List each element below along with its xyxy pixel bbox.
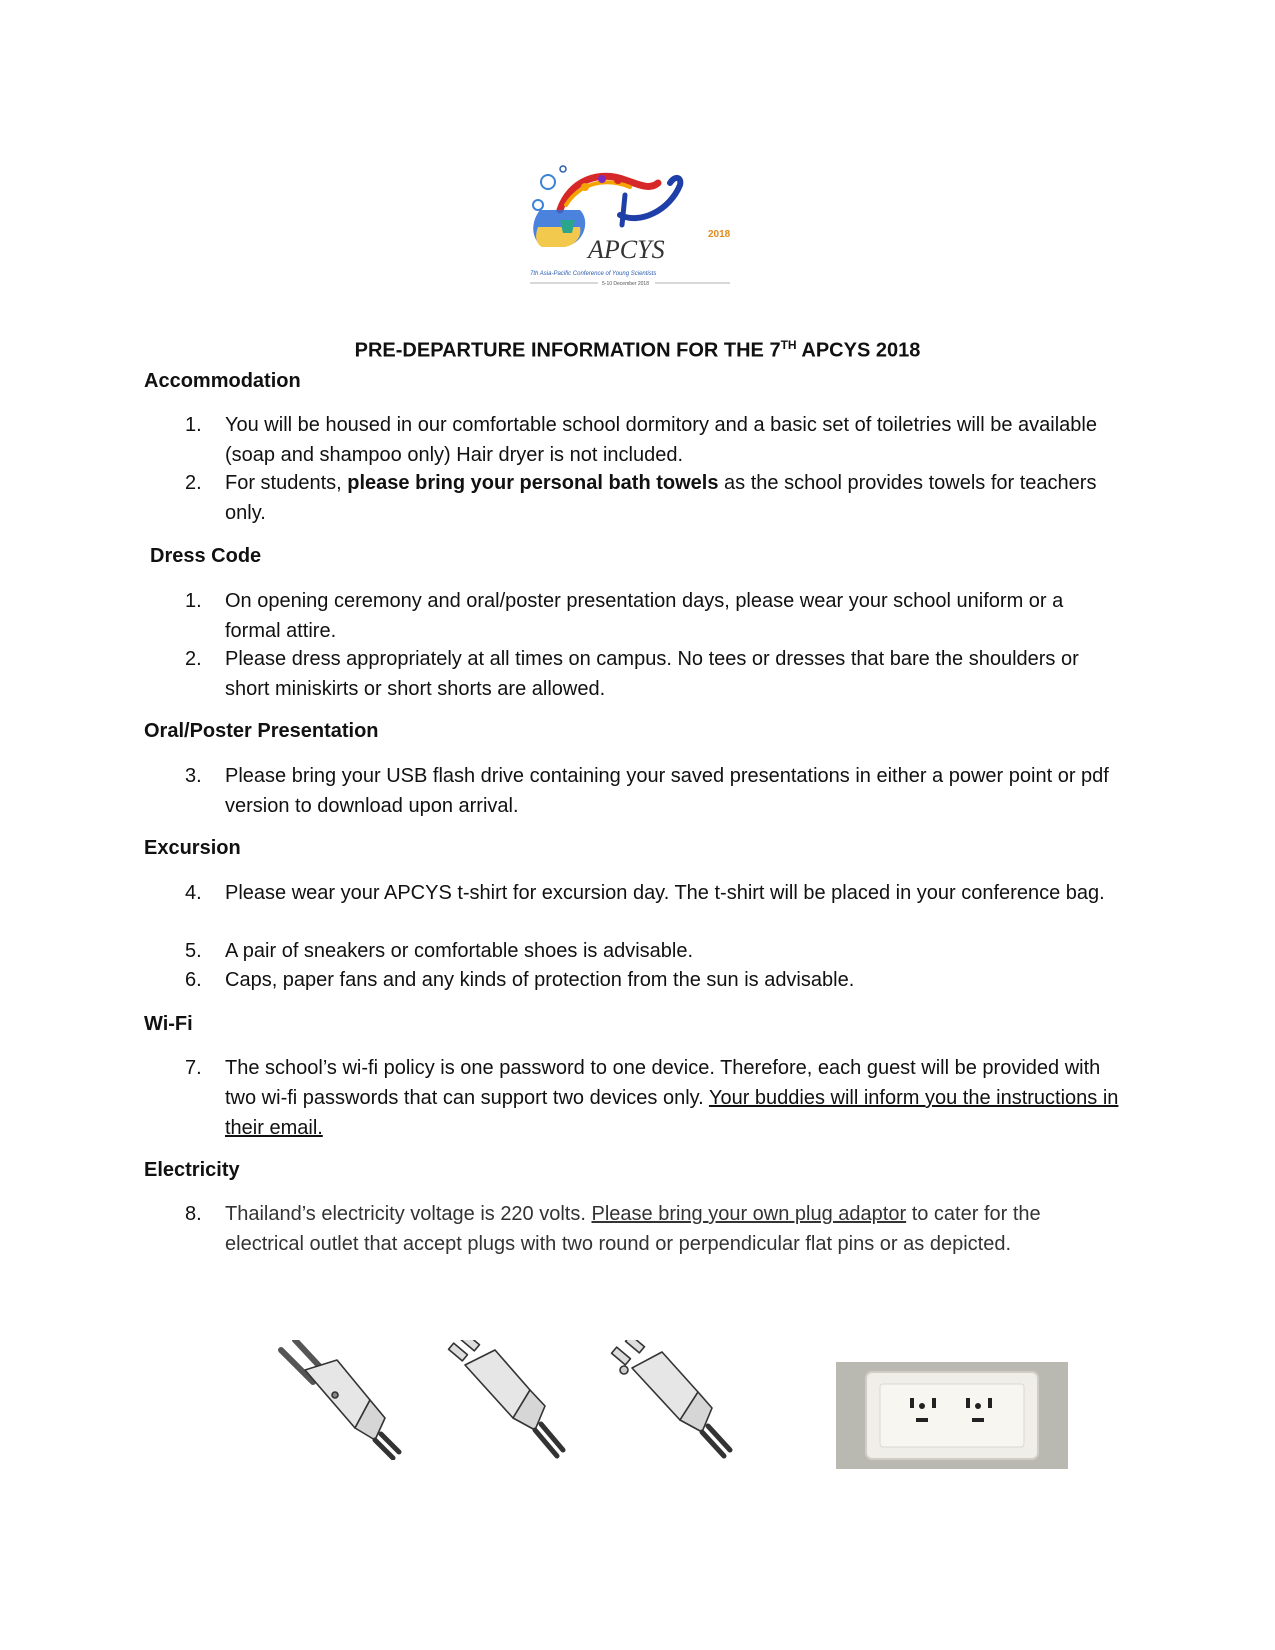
- item-number: 1.: [185, 590, 202, 612]
- item-text: You will be housed in our comfortable school dormitory and a basic set of toiletries will be available (soap and shampoo only) Hair dryer is not included.: [225, 414, 1097, 466]
- logo-year: 2018: [708, 229, 730, 240]
- item-number: 7.: [185, 1057, 202, 1079]
- apcys-logo: [530, 165, 730, 300]
- item-number: 6.: [185, 969, 202, 991]
- item-number: 4.: [185, 882, 202, 904]
- item-text-pre: For students,: [225, 472, 348, 494]
- page-title: [0, 338, 1275, 363]
- heading-excursion: Excursion: [144, 837, 241, 859]
- item-number: 3.: [185, 765, 202, 787]
- item-number: 5.: [185, 940, 202, 962]
- list-item: [185, 936, 1120, 966]
- item-number: 8.: [185, 1203, 202, 1225]
- list-item: [185, 1053, 1120, 1143]
- item-text: Please wear your APCYS t-shirt for excursion day. The t-shirt will be placed in your conference bag.: [225, 882, 1105, 904]
- logo-dates: 5-10 December 2018: [602, 281, 649, 287]
- item-text-bold: please bring your personal bath towels: [347, 472, 719, 494]
- item-text-pre: The school’s wi-fi policy is one password to one device. Therefore, each guest will be provided with two wi-fi passwords that can support two devices only.: [225, 1057, 1101, 1109]
- plug-illustrations: [0, 1340, 1275, 1470]
- list-item: [185, 468, 1120, 528]
- item-text-underlined: Your buddies will inform you the instructions in their email.: [225, 1087, 1119, 1139]
- electrical-outlet-photo: [836, 1362, 1068, 1469]
- item-number: 1.: [185, 414, 202, 436]
- logo-wordmark: APCYS: [588, 235, 665, 264]
- flat-pin-plug-image: [445, 1340, 575, 1460]
- heading-dress-code: Dress Code: [150, 545, 262, 567]
- list-item: [185, 965, 1120, 995]
- item-text-underlined: Please bring your own plug adaptor: [591, 1203, 907, 1225]
- list-item: [185, 761, 1120, 821]
- item-text-pre: Thailand’s electricity voltage is 220 volts.: [225, 1203, 592, 1225]
- heading-wifi: Wi-Fi: [144, 1013, 193, 1035]
- item-text: [225, 1053, 1120, 1143]
- item-text: [225, 1199, 1120, 1259]
- item-text: Caps, paper fans and any kinds of protection from the sun is advisable.: [225, 969, 855, 991]
- item-text: [225, 468, 1120, 528]
- grounded-plug-image: [610, 1340, 740, 1460]
- heading-electricity: Electricity: [144, 1159, 240, 1181]
- item-number: 2.: [185, 648, 202, 670]
- item-text: A pair of sneakers or comfortable shoes is advisable.: [225, 940, 694, 962]
- list-item: [185, 410, 1120, 470]
- heading-presentation: Oral/Poster Presentation: [144, 720, 379, 742]
- heading-accommodation: Accommodation: [144, 370, 301, 392]
- round-pin-plug-image: [275, 1340, 405, 1460]
- list-item: [185, 586, 1120, 646]
- list-item: [185, 644, 1120, 704]
- item-text: Please bring your USB flash drive containing your saved presentations in either a power point or pdf version to download upon arrival.: [225, 765, 1109, 817]
- apcys-logo-graphic: [530, 165, 730, 300]
- title-main: PRE-DEPARTURE INFORMATION FOR THE 7: [354, 339, 781, 362]
- title-superscript: TH: [780, 338, 797, 352]
- item-text-post: to cater for the electrical outlet that accept plugs with two round or perpendicular flat pins or as depicted.: [225, 1203, 1041, 1255]
- list-item: [185, 878, 1120, 908]
- list-item: [185, 1199, 1120, 1259]
- title-suffix: APCYS 2018: [796, 339, 921, 362]
- item-text: On opening ceremony and oral/poster presentation days, please wear your school uniform or a formal attire.: [225, 590, 1064, 642]
- logo-conference: 7th Asia-Pacific Conference of Young Scientists: [530, 271, 657, 277]
- item-text: Please dress appropriately at all times on campus. No tees or dresses that bare the shoulders or short miniskirts or short shorts are allowed.: [225, 648, 1079, 700]
- item-number: 2.: [185, 472, 202, 494]
- item-text-post: as the school provides towels for teachers only.: [225, 472, 1097, 524]
